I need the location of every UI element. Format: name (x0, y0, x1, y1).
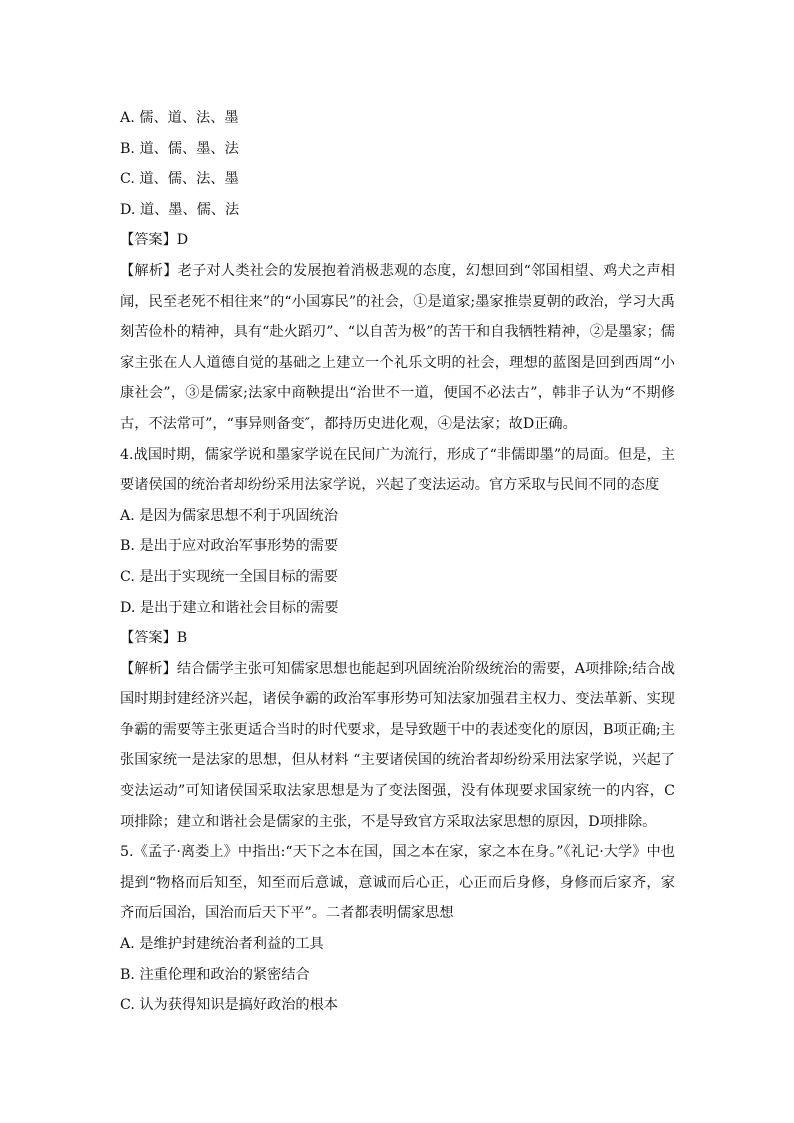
q3-answer (120, 225, 675, 256)
q4-option-b: B. 是出于应对政治军事形势的需要 (120, 538, 339, 555)
q4-stem: 4.战国时期，儒家学说和墨家学说在民间广为流行，形成了“非儒即墨”的局面。但是，主要诸侯国的统治者却纷纷采用法家学说，兴起了变法运动。官方采取与民间不同的态度 (120, 446, 675, 494)
answer-value: D (176, 232, 189, 249)
q5-option-a: A. 是维护封建统治者利益的工具 (120, 936, 324, 953)
analysis-text: 老子对人类社会的发展抱着消极悲观的态度，幻想回到“邻国相望、鸡犬之声相闻，民至老死不相往来”的“小国寡民”的社会，①是道家;墨家推崇夏朝的政治，学习大禹刻苦俭朴的精神，具有“赴火蹈刃”、“以自苦为极”的苦干和自我牺牲精神，②是墨家；儒家主张在人人道德自觉的基础之上建立一个礼乐文明的社会，理想的蓝图是回到西周“小康社会”，③是儒家;法家中商鞅提出“治世不一道，便国不必法古”，韩非子认为“不期修古，不法常可”，“事异则备变″，都持历史进化观，④是法家；故D正确。 (120, 262, 675, 432)
q3-option-a: A. 儒、道、法、墨 (120, 110, 239, 126)
answer-tag: 【答案】 (120, 630, 177, 647)
answer-value: B (176, 630, 188, 647)
q4-option-a: A. 是因为儒家思想不利于巩固统治 (120, 507, 338, 524)
answer-tag: 【答案】 (120, 232, 177, 249)
q5-option-c: C. 认为获得知识是搞好政治的根本 (120, 997, 338, 1014)
q5-stem: 5.《孟子·离娄上》中指出:“天下之本在国，国之本在家，家之本在身。”《礼记·大学》中也提到“物格而后知至，知至而后意诚，意诚而后心正，心正而后身修，身修而后家齐，家齐而后国治，国治而后天下平”。二者都表明儒家思想 (120, 844, 675, 922)
q4-option-d: D. 是出于建立和谐社会目标的需要 (120, 599, 339, 616)
analysis-text: 结合儒学主张可知儒家思想也能起到巩固统治阶级统治的需要，A项排除;结合战国时期封建经济兴起，诸侯争霸的政治军事形势可知法家加强君主权力、变法革新、实现争霸的需要等主张更适合当时的时代要求，是导致题干中的表述变化的原因，B项正确;主张国家统一是法家的思想，但从材料 “主要诸侯国的统治者却纷纷采用法家学说，兴起了变法运动”可知诸侯国采取法家思想是为了变法图强，没有体现要求国家统一的内容，C项排除；建立和谐社会是儒家的主张，不是导致官方采取法家思想的原因，D项排除。 (120, 660, 675, 830)
q5-option-b: B. 注重伦理和政治的紧密结合 (120, 966, 310, 983)
q3-option-c: C. 道、儒、法、墨 (120, 171, 239, 188)
page-content (120, 103, 675, 1021)
q3-analysis (120, 256, 675, 440)
q4-answer (120, 623, 675, 654)
q4-option-c: C. 是出于实现统一全国目标的需要 (120, 568, 338, 585)
q4-analysis (120, 654, 675, 838)
analysis-tag: 【解析】 (120, 262, 178, 279)
q3-option-d: D. 道、墨、儒、法 (120, 201, 240, 218)
analysis-tag: 【解析】 (120, 660, 177, 677)
q3-option-b: B. 道、儒、墨、法 (120, 140, 239, 157)
